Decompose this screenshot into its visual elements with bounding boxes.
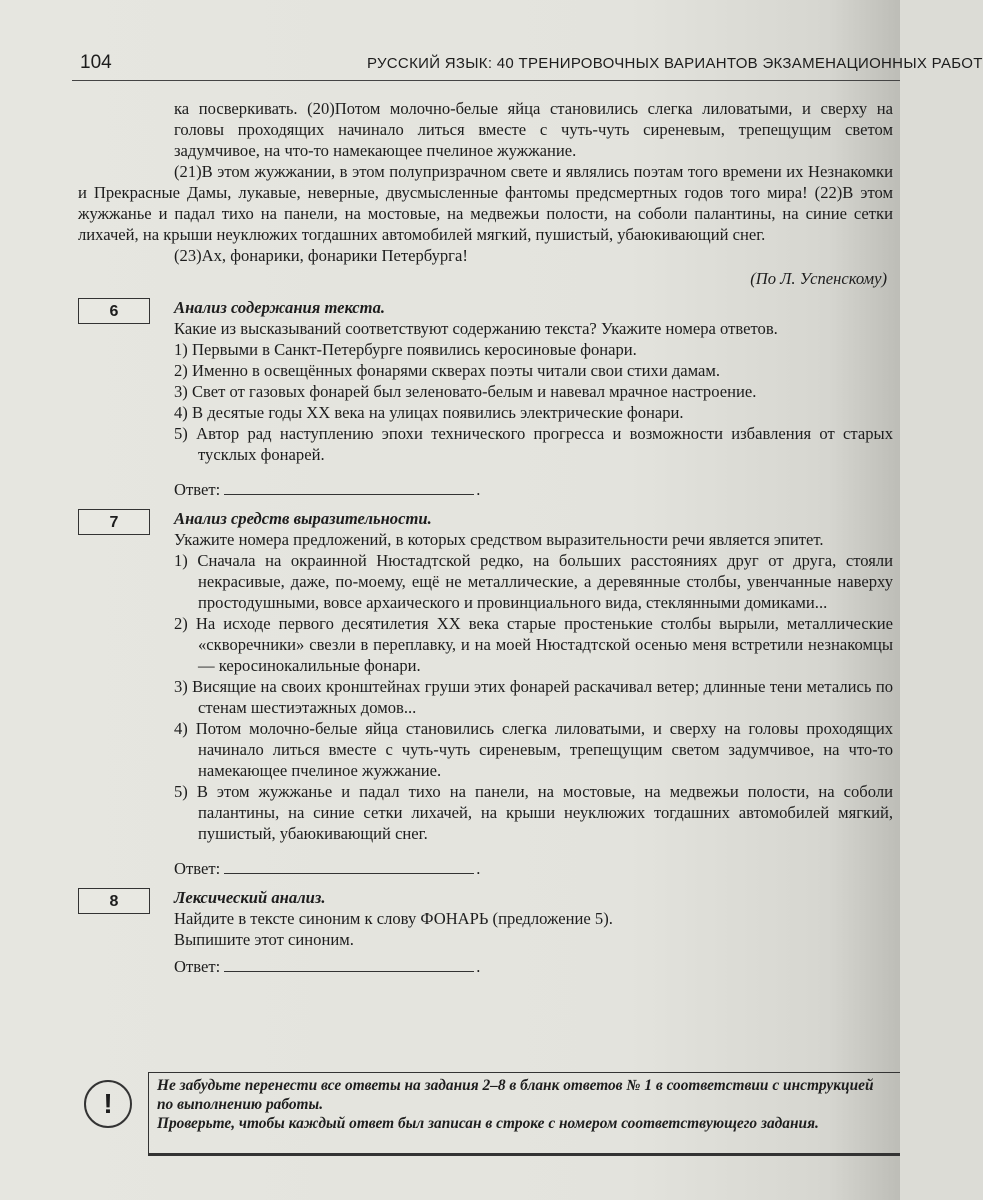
- answer-label: Ответ:: [174, 480, 221, 499]
- answer-line[interactable]: [224, 858, 474, 874]
- answer-row: Ответ: .: [174, 480, 481, 499]
- task-number-box: 8: [78, 888, 150, 914]
- option-item: 3) Свет от газовых фонарей был зеленовато-белым и навевал мрачное настроение.: [174, 382, 757, 401]
- text-paragraph: ка посверкивать. (20)Потом молочно-белые яйца становились слегка лиловатыми, и сверху на головы проходящих начинало литься вместе с чуть-чуть сиреневым, трепещущим светом задумчивое, на что-то намекающее пчелиное жужжание.: [174, 99, 893, 160]
- task-8: [78, 887, 893, 977]
- reminder-notice: [76, 1077, 900, 1162]
- task-title: Анализ средств выразительности.: [174, 509, 432, 528]
- option-item: 2) На исходе первого десятилетия XX века старые простенькие столбы вырыли, металлические «скворечники» свезли в переплавку, и на моей Нюстадтской осенью меня встретили незнакомцы — керосинокалильные фонари.: [174, 614, 893, 675]
- task-instruction: Выпишите этот синоним.: [174, 930, 354, 949]
- answer-line[interactable]: [224, 479, 474, 495]
- answer-row: Ответ: .: [174, 859, 481, 878]
- option-list: [174, 339, 893, 465]
- notice-box: [148, 1072, 900, 1156]
- notice-text: Не забудьте перенести все ответы на задания 2–8 в бланк ответов № 1 в соответствии с инструкцией по выполнению работы.: [157, 1077, 874, 1113]
- page-content: [78, 98, 893, 977]
- attribution: (По Л. Успенскому): [750, 269, 887, 288]
- notice-text: Проверьте, чтобы каждый ответ был записан в строке с номером соответствующего задания.: [157, 1115, 819, 1132]
- answer-label: Ответ:: [174, 859, 221, 878]
- option-item: 2) Именно в освещённых фонарями скверах поэты читали свои стихи дамам.: [174, 361, 721, 380]
- text-paragraph: (21)В этом жужжании, в этом полупризрачном свете и являлись поэтам того времени их Незнакомки и Прекрасные Дамы, лукавые, неверные, двусмысленные фантомы предсмертных годов того мира! (22)В этом жужжанье и падал тихо на панели, на мостовые, на медвежьи полости, на соболи палантины, на синие сетки лихачей, на крыши неуклюжих тогдашних автомобилей мягкий, пушистый, убаюкивающий снег.: [78, 162, 893, 244]
- answer-row: Ответ: .: [174, 957, 481, 976]
- text-paragraph: (23)Ах, фонарики, фонарики Петербурга!: [174, 246, 468, 265]
- option-item: 5) В этом жужжанье и падал тихо на панели, на мостовые, на медвежьи полости, на соболи палантины, на синие сетки лихачей, на крыши неуклюжих тогдашних автомобилей мягкий, пушистый, убаюкивающий снег.: [174, 782, 893, 843]
- answer-line[interactable]: [224, 956, 474, 972]
- task-7: [78, 508, 893, 879]
- option-item: 3) Висящие на своих кронштейнах груши этих фонарей раскачивал ветер; длинные тени метались по стенам шестиэтажных домов...: [174, 677, 893, 717]
- option-list: [174, 550, 893, 844]
- option-item: 5) Автор рад наступлению эпохи технического прогресса и возможности избавления от старых тусклых фонарей.: [174, 424, 893, 464]
- task-title: Лексический анализ.: [174, 888, 326, 907]
- page-header: [72, 42, 983, 81]
- option-item: 4) В десятые годы XX века на улицах появились электрические фонари.: [174, 403, 684, 422]
- task-question: Найдите в тексте синоним к слову ФОНАРЬ (предложение 5).: [174, 909, 613, 928]
- option-item: 4) Потом молочно-белые яйца становились слегка лиловатыми, и сверху на головы проходящих начинало литься вместе с чуть-чуть сиреневым, трепещущим светом задумчивое, на что-то намекающее пчелиное жужжание.: [174, 719, 893, 780]
- task-question: Какие из высказываний соответствуют содержанию текста? Укажите номера ответов.: [174, 319, 778, 338]
- task-number-box: 6: [78, 298, 150, 324]
- task-6: [78, 297, 893, 500]
- exclamation-icon: !: [84, 1080, 132, 1128]
- task-number-box: 7: [78, 509, 150, 535]
- answer-label: Ответ:: [174, 957, 221, 976]
- task-title: Анализ содержания текста.: [174, 298, 386, 317]
- option-item: 1) Сначала на окраинной Нюстадтской редко, на больших расстояниях друг от друга, стояли некрасивые, даже, по-моему, ещё не металлические, а деревянные столбы, увенчанные наверху простодушными, вовсе архаического и провинциального вида, стеклянными домиками...: [174, 551, 893, 612]
- option-item: 1) Первыми в Санкт-Петербурге появились керосиновые фонари.: [174, 340, 637, 359]
- running-title: РУССКИЙ ЯЗЫК: 40 ТРЕНИРОВОЧНЫХ ВАРИАНТОВ ЭКЗАМЕНАЦИОННЫХ РАБОТ: [367, 55, 983, 72]
- task-question: Укажите номера предложений, в которых средством выразительности речи является эпитет.: [174, 530, 824, 549]
- page-number: 104: [80, 52, 112, 73]
